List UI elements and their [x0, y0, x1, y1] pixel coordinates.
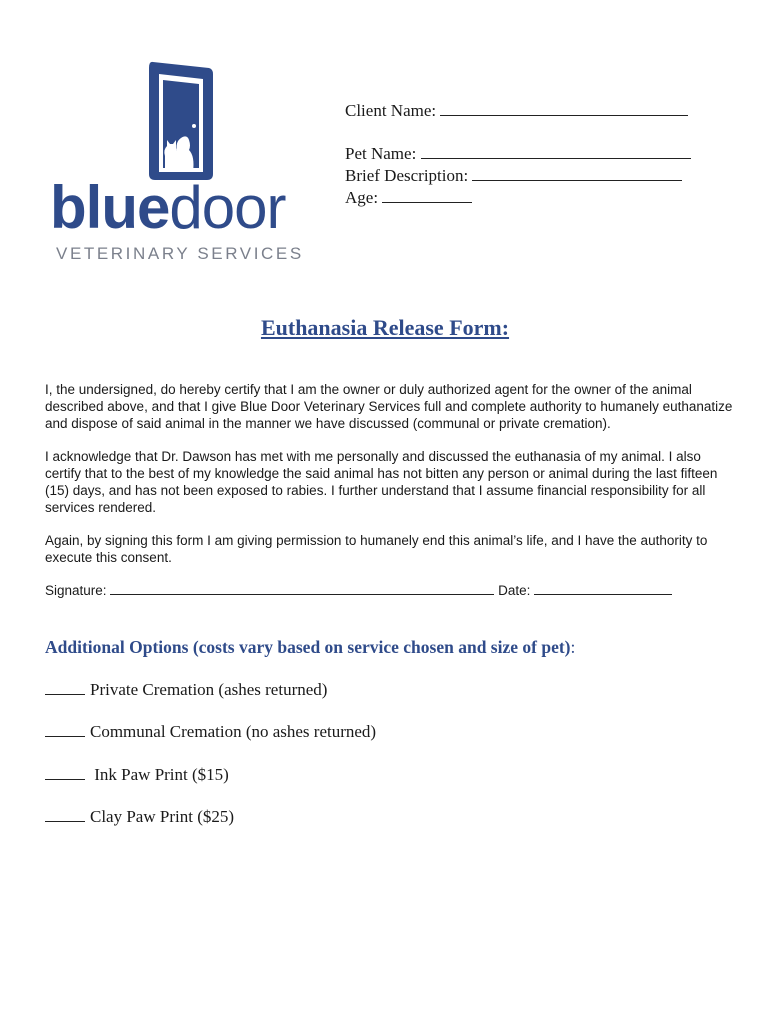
- age-row: [345, 187, 691, 209]
- options-heading-colon: :: [570, 637, 576, 657]
- option-label: Ink Paw Print ($15): [90, 765, 229, 784]
- age-field[interactable]: [382, 188, 472, 203]
- client-name-label: Client Name:: [345, 101, 437, 120]
- options-heading-text: Additional Options (costs vary based on service chosen and size of pet): [45, 637, 571, 657]
- pet-name-row: [345, 143, 691, 165]
- signature-field[interactable]: [110, 582, 494, 595]
- signature-label: Signature:: [45, 583, 107, 598]
- additional-options-heading: [45, 637, 575, 658]
- blue-door-logo: [50, 60, 315, 270]
- option-communal-cremation: [45, 722, 376, 742]
- signature-row: [45, 582, 735, 599]
- option-checkbox-line[interactable]: [45, 807, 85, 822]
- client-name-row: [345, 100, 691, 122]
- option-label: Private Cremation (ashes returned): [90, 680, 328, 699]
- age-label: Age:: [345, 188, 379, 207]
- date-field[interactable]: [534, 582, 672, 595]
- option-checkbox-line[interactable]: [45, 680, 85, 695]
- brand-subtitle: VETERINARY SERVICES: [56, 244, 304, 263]
- option-clay-paw-print: [45, 807, 234, 827]
- brand-wordmark: [50, 174, 315, 241]
- consent-paragraph: Again, by signing this form I am giving permission to humanely end this animal’s life, and I have the authority to execute this consent.: [45, 533, 708, 565]
- option-ink-paw-print: [45, 765, 229, 785]
- option-label: Clay Paw Print ($25): [90, 807, 235, 826]
- brief-description-row: [345, 165, 691, 187]
- pet-name-label: Pet Name:: [345, 144, 417, 163]
- brief-description-label: Brief Description:: [345, 166, 469, 185]
- date-label: Date:: [498, 583, 531, 598]
- form-title: Euthanasia Release Form:: [260, 315, 510, 340]
- pet-name-field[interactable]: [421, 144, 691, 159]
- authorization-paragraph: I, the undersigned, do hereby certify that I am the owner or duly authorized agent for the owner of the animal described above, and that I give Blue Door Veterinary Services full and complete authority to humanely euthanatize and dispose of said animal in the manner we have discussed (communal or private cremation).: [45, 382, 733, 431]
- brief-description-field[interactable]: [472, 166, 682, 181]
- door-with-cat-and-dog-icon: [145, 60, 217, 182]
- option-label: Communal Cremation (no ashes returned): [90, 722, 377, 741]
- brand-bold-text: blue: [50, 174, 170, 241]
- acknowledgement-paragraph: I acknowledge that Dr. Dawson has met with me personally and discussed the euthanasia of my animal. I also certify that to the best of my knowledge the said animal has not bitten any person or animal during the last fifteen (15) days, and has not been exposed to rabies. I further understand that I assume financial responsibility for all services rendered.: [45, 449, 718, 515]
- client-name-field[interactable]: [440, 101, 688, 116]
- option-checkbox-line[interactable]: [45, 765, 85, 780]
- client-info-block: [345, 100, 691, 209]
- option-private-cremation: [45, 680, 327, 700]
- option-checkbox-line[interactable]: [45, 722, 85, 737]
- brand-light-text: door: [169, 174, 286, 241]
